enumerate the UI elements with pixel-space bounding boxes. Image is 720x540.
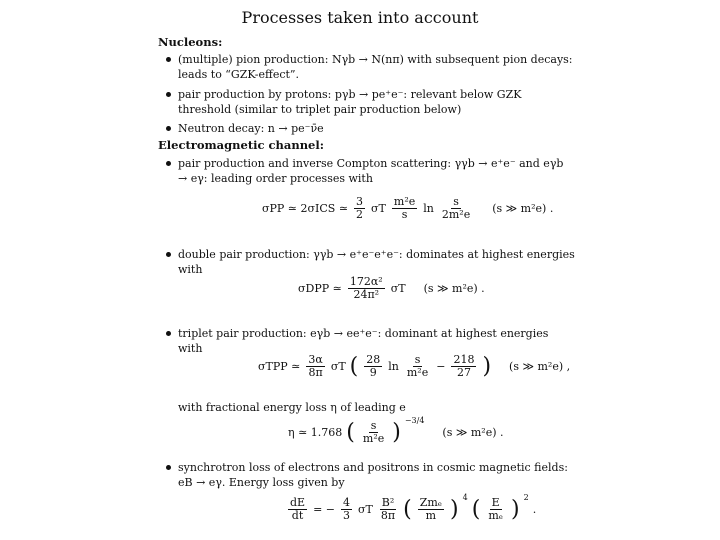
frac-num: 3	[356, 195, 364, 208]
fraction	[451, 354, 476, 379]
left-paren: (	[471, 496, 481, 522]
bullet-text: (multiple) pion production: Nγb → N(nπ) with subsequent pion decays: leads to “GZK-effect”.	[178, 53, 573, 81]
frac-den: 24π²	[353, 288, 380, 301]
frac-den: m²e	[362, 432, 385, 445]
eq-condition: (s ≫ m²e) .	[423, 282, 485, 295]
bullet-dot	[166, 331, 171, 336]
eq-minus: −	[436, 360, 446, 373]
frac-num: s	[370, 419, 377, 432]
fraction	[364, 354, 382, 379]
bullet-neutron-decay	[166, 121, 576, 136]
frac-num: m²e	[393, 195, 416, 208]
equation-sigma-tpp	[258, 354, 570, 379]
eq-lhs: σPP ≃ 2σICS ≃	[262, 202, 349, 215]
frac-num: Zmₑ	[419, 496, 443, 509]
bullet-dot	[166, 465, 171, 470]
frac-den: 8π	[380, 509, 396, 522]
bullet-text: synchrotron loss of electrons and positrons in cosmic magnetic fields: eB → eγ. Energy loss given by	[178, 461, 568, 489]
equation-energy-loss	[286, 493, 537, 522]
frac-den: dt	[291, 509, 304, 522]
bullet-dot	[166, 161, 171, 166]
eq-condition: (s ≫ m²e) .	[492, 202, 554, 215]
left-paren: (	[349, 353, 359, 379]
equation-sigma-pp	[262, 196, 553, 221]
fraction	[306, 354, 324, 379]
fraction	[405, 354, 430, 379]
bullet-text: triplet pair production: eγb → ee⁺e⁻: dominant at highest energies with	[178, 327, 549, 355]
frac-num: B²	[381, 496, 395, 509]
frac-den: m²e	[406, 366, 429, 379]
right-paren: )	[450, 496, 459, 522]
frac-den: 2	[356, 208, 364, 221]
bullet-double-pair	[166, 247, 576, 277]
eq-term: σT	[330, 360, 346, 373]
fraction	[440, 196, 472, 221]
frac-den: mₑ	[488, 509, 504, 522]
right-paren: )	[482, 353, 492, 379]
bullet-dot	[166, 126, 171, 131]
bullet-text: Neutron decay: n → pe⁻ν̄e	[178, 122, 324, 135]
frac-num: 172α²	[349, 275, 383, 288]
fraction	[361, 420, 386, 445]
eq-equals: = −	[313, 503, 336, 516]
section-nucleons: Nucleons:	[158, 35, 223, 49]
frac-num: s	[453, 195, 459, 208]
frac-num: E	[491, 496, 500, 509]
frac-den: m	[425, 509, 437, 522]
eq-term: σT	[358, 503, 373, 516]
fraction	[341, 497, 352, 522]
bullet-pair-production-protons	[166, 87, 576, 117]
frac-num: 218	[453, 353, 475, 366]
eq-exponent: 2	[523, 493, 529, 502]
frac-den: 2m²e	[441, 208, 471, 221]
right-paren: )	[511, 496, 520, 522]
frac-den: 27	[456, 366, 471, 379]
bullet-inverse-compton	[166, 156, 576, 186]
fraction	[354, 196, 365, 221]
eq-exponent: −3/4	[404, 416, 425, 425]
slide-title: Processes taken into account	[241, 8, 479, 27]
equation-sigma-dpp	[298, 276, 485, 301]
frac-num: 28	[366, 353, 381, 366]
left-paren: (	[403, 496, 412, 522]
left-paren: (	[346, 419, 355, 445]
eq-lhs: σDPP ≃	[298, 282, 342, 295]
fraction	[379, 497, 397, 522]
bullet-dot	[166, 57, 171, 62]
eq-lhs: σTPP ≃	[258, 360, 301, 373]
bullet-synchrotron	[166, 460, 576, 490]
section-electromagnetic: Electromagnetic channel:	[158, 138, 324, 152]
eq-condition: (s ≫ m²e) .	[442, 426, 504, 439]
eq-ln: ln	[423, 202, 434, 215]
eq-condition: (s ≫ m²e) ,	[509, 360, 571, 373]
fraction	[348, 276, 385, 301]
frac-num: dE	[290, 496, 306, 509]
frac-num: 4	[343, 496, 351, 509]
fraction	[392, 196, 417, 221]
eq-term: σT	[371, 202, 386, 215]
fraction	[288, 497, 307, 522]
eq-period: .	[532, 503, 537, 516]
bullet-text: double pair production: γγb → e⁺e⁻e⁺e⁻: dominates at highest energies with	[178, 248, 575, 276]
fraction	[418, 497, 444, 522]
right-paren: )	[392, 419, 401, 445]
frac-num: s	[414, 353, 421, 366]
bullet-dot	[166, 92, 171, 97]
frac-den: 9	[369, 366, 377, 379]
bullet-text: pair production by protons: pγb → pe⁺e⁻: relevant below GZK threshold (similar to triplet pair production below)	[178, 88, 522, 116]
bullet-dot	[166, 252, 171, 257]
bullet-pion-production	[166, 52, 576, 82]
frac-den: s	[401, 208, 408, 221]
fractional-loss-text: with fractional energy loss η of leading e	[178, 401, 406, 414]
fraction	[486, 497, 505, 522]
bullet-text: pair production and inverse Compton scattering: γγb → e⁺e⁻ and eγb → eγ: leading order processes with	[178, 157, 564, 185]
eq-ln: ln	[388, 360, 399, 373]
eq-lhs: η ≃ 1.768	[288, 426, 343, 439]
frac-den: 3	[343, 509, 351, 522]
frac-den: 8π	[308, 366, 323, 379]
eq-exponent: 4	[462, 493, 468, 502]
bullet-triplet-pair	[166, 326, 576, 356]
equation-eta	[288, 416, 504, 445]
eq-term: σT	[390, 282, 406, 295]
frac-num: 3α	[308, 353, 323, 366]
